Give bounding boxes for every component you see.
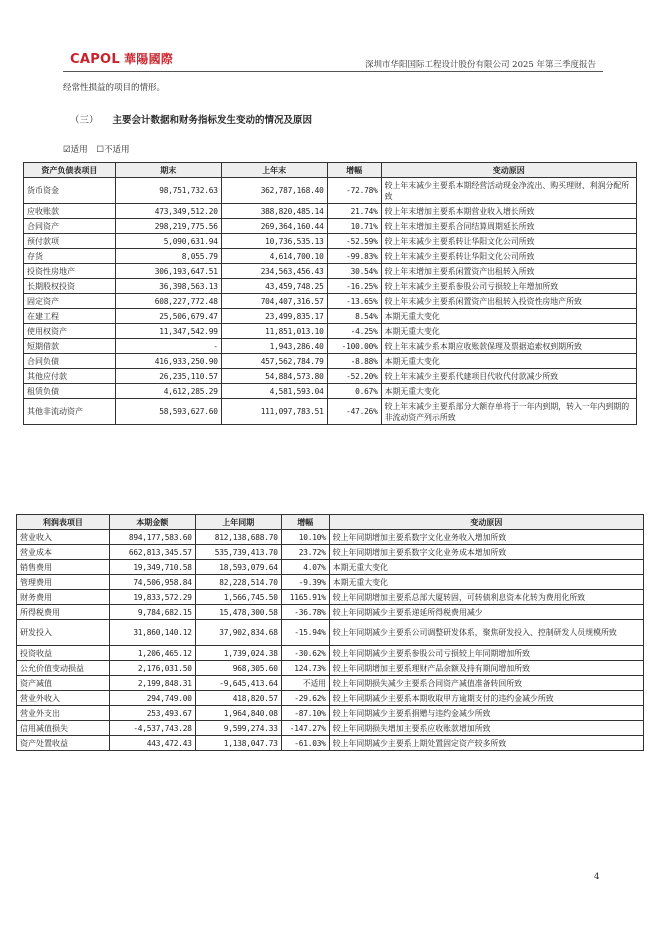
income-statement-table [16,514,644,751]
table-row [24,294,637,309]
table-row [17,590,644,605]
row-prior-value: 9,599,274.33 [195,721,281,736]
table-row [17,620,644,646]
row-change-reason: 较上年同期减少主要系上期处置固定资产较多所致 [329,736,643,751]
row-prior-value: 234,563,456.43 [221,264,327,279]
row-item-name: 合同负债 [24,354,116,369]
row-current-value: 298,219,775.56 [115,219,221,234]
row-prior-value: 23,499,835.17 [221,309,327,324]
row-prior-value: -9,645,413.64 [195,676,281,691]
table-row [24,309,637,324]
row-current-value: 58,593,627.60 [115,399,221,425]
row-item-name: 预付款项 [24,234,116,249]
row-current-value: 5,090,631.94 [115,234,221,249]
not-applicable-checkbox[interactable]: ☐不适用 [96,145,130,155]
table-row [24,339,637,354]
row-change-reason: 较上年同期减少主要系公司调整研发体系，聚焦研发投入、控制研发人员规模所致 [329,620,643,646]
row-change-percent: 8.54% [327,309,381,324]
row-item-name: 所得税费用 [17,605,110,620]
row-change-reason: 较上年同期减少主要系参股公司亏损较上年同期增加所致 [329,646,643,661]
row-item-name: 固定资产 [24,294,116,309]
row-current-value: 473,349,512.20 [115,204,221,219]
logo-chinese: 華陽國際 [123,52,174,66]
header-divider [63,71,603,72]
row-change-percent: -13.65% [327,294,381,309]
row-change-reason: 较上年同期减少主要系递延所得税费用减少 [329,605,643,620]
section-number: （三） [70,115,99,126]
table-row [24,324,637,339]
row-change-reason: 较上年末减少主要系转让华阳文化公司所致 [381,249,636,264]
row-item-name: 信用减值损失 [17,721,110,736]
column-header: 变动原因 [329,515,643,530]
row-item-name: 营业收入 [17,530,110,545]
row-current-value: 2,176,031.50 [109,661,195,676]
section-heading [70,112,312,126]
row-current-value: 1,206,465.12 [109,646,195,661]
row-item-name: 营业成本 [17,545,110,560]
row-change-reason: 较上年同期损失增加主要系应收账款增加所致 [329,721,643,736]
table-header-row [24,163,637,178]
table-row [17,530,644,545]
row-prior-value: 11,851,013.10 [221,324,327,339]
row-change-reason: 较上年末增加主要系本期营业收入增长所致 [381,204,636,219]
row-current-value: 4,612,285.29 [115,384,221,399]
row-change-reason: 较上年同期损失减少主要系合同资产减值准备转回所致 [329,676,643,691]
row-change-reason: 较上年末减少系本期应收账款保理及票据追索权到期所致 [381,339,636,354]
table-row [24,178,637,204]
column-header: 上年末 [221,163,327,178]
row-change-percent: -87.10% [281,706,329,721]
row-current-value: 662,813,345.57 [109,545,195,560]
row-current-value: 608,227,772.48 [115,294,221,309]
row-change-reason: 较上年末减少主要系部分大额存单将于一年内到期，转入一年内到期的非流动资产列示所致 [381,399,636,425]
row-change-percent: -16.25% [327,279,381,294]
row-prior-value: 82,228,514.70 [195,575,281,590]
row-change-percent: -52.59% [327,234,381,249]
row-prior-value: 704,407,316.57 [221,294,327,309]
row-change-percent: -52.20% [327,369,381,384]
intro-text: 经常性损益的项目的情形。 [63,83,166,93]
row-prior-value: 18,593,079.64 [195,560,281,575]
row-change-percent: 0.67% [327,384,381,399]
row-change-reason: 较上年末减少主要系代建项目代收代付款减少所致 [381,369,636,384]
row-prior-value: 15,478,300.58 [195,605,281,620]
row-change-reason: 本期无重大变化 [381,324,636,339]
row-change-percent: 21.74% [327,204,381,219]
row-current-value: 98,751,732.63 [115,178,221,204]
row-change-reason: 较上年末减少主要系闲置资产出租转入投资性房地产所致 [381,294,636,309]
table-row [24,354,637,369]
applicable-checkbox[interactable]: ☑适用 [63,145,88,155]
row-current-value: 294,749.00 [109,691,195,706]
table-row [17,560,644,575]
row-current-value: 11,347,542.99 [115,324,221,339]
row-prior-value: 1,739,024.38 [195,646,281,661]
column-header: 增幅 [281,515,329,530]
row-current-value: 443,472.43 [109,736,195,751]
row-item-name: 资产减值 [17,676,110,691]
row-current-value: 894,177,583.60 [109,530,195,545]
row-current-value: 25,506,679.47 [115,309,221,324]
column-header: 期末 [115,163,221,178]
row-prior-value: 4,614,700.10 [221,249,327,264]
row-prior-value: 535,739,413.70 [195,545,281,560]
row-change-percent: -8.88% [327,354,381,369]
row-change-reason: 较上年末减少主要系转让华阳文化公司所致 [381,234,636,249]
row-item-name: 租赁负债 [24,384,116,399]
row-change-percent: 124.73% [281,661,329,676]
row-item-name: 应收账款 [24,204,116,219]
row-prior-value: 54,884,573.80 [221,369,327,384]
row-change-percent: -30.62% [281,646,329,661]
column-header: 利润表项目 [17,515,110,530]
row-current-value: 74,506,958.84 [109,575,195,590]
row-change-percent: -47.26% [327,399,381,425]
row-item-name: 管理费用 [17,575,110,590]
table-row [24,249,637,264]
row-change-percent: -4.25% [327,324,381,339]
row-item-name: 财务费用 [17,590,110,605]
table-row [17,706,644,721]
row-change-percent: 4.07% [281,560,329,575]
column-header: 增幅 [327,163,381,178]
table-row [24,219,637,234]
row-change-reason: 本期无重大变化 [381,309,636,324]
row-change-reason: 本期无重大变化 [329,575,643,590]
table-row [24,204,637,219]
row-current-value: 416,933,250.90 [115,354,221,369]
row-change-percent: -36.78% [281,605,329,620]
row-change-percent: 10.10% [281,530,329,545]
row-current-value: 253,493.67 [109,706,195,721]
row-change-percent: -61.03% [281,736,329,751]
column-header: 上年同期 [195,515,281,530]
row-item-name: 货币资金 [24,178,116,204]
row-item-name: 合同资产 [24,219,116,234]
table-row [17,575,644,590]
column-header: 本期金额 [109,515,195,530]
row-item-name: 存货 [24,249,116,264]
row-item-name: 投资性房地产 [24,264,116,279]
row-change-percent: -29.62% [281,691,329,706]
row-item-name: 在建工程 [24,309,116,324]
row-prior-value: 362,787,168.40 [221,178,327,204]
row-prior-value: 10,736,535.13 [221,234,327,249]
table-row [17,691,644,706]
row-current-value: 19,349,710.58 [109,560,195,575]
balance-sheet-table [23,162,637,425]
row-current-value: - [115,339,221,354]
row-prior-value: 43,459,748.25 [221,279,327,294]
row-change-percent: -99.83% [327,249,381,264]
table-row [24,369,637,384]
table-row [24,384,637,399]
row-prior-value: 812,138,688.70 [195,530,281,545]
row-change-percent: -15.94% [281,620,329,646]
row-item-name: 其他非流动资产 [24,399,116,425]
row-current-value: 31,860,140.12 [109,620,195,646]
table-row [17,736,644,751]
row-prior-value: 968,305.60 [195,661,281,676]
row-prior-value: 111,097,783.51 [221,399,327,425]
row-change-reason: 较上年末减少主要系本期经营活动现金净流出、购买理财、利润分配所致 [381,178,636,204]
row-change-percent: -147.27% [281,721,329,736]
row-prior-value: 1,943,286.40 [221,339,327,354]
table-row [17,721,644,736]
row-item-name: 公允价值变动损益 [17,661,110,676]
row-change-reason: 较上年同期减少主要系捐赠与违约金减少所致 [329,706,643,721]
row-change-percent: 30.54% [327,264,381,279]
table-row [24,264,637,279]
row-prior-value: 269,364,160.44 [221,219,327,234]
row-change-reason: 较上年同期增加主要系总部大厦转固，可转债利息资本化转为费用化所致 [329,590,643,605]
row-change-percent: 1165.91% [281,590,329,605]
section-title: 主要会计数据和财务指标发生变动的情况及原因 [112,115,313,126]
column-header: 变动原因 [381,163,636,178]
applicability-checkboxes [63,143,135,155]
page-number: 4 [594,872,600,882]
row-current-value: 36,398,563.13 [115,279,221,294]
row-item-name: 资产处置收益 [17,736,110,751]
company-logo [70,50,173,67]
row-item-name: 销售费用 [17,560,110,575]
row-prior-value: 4,581,593.04 [221,384,327,399]
row-change-percent: -100.00% [327,339,381,354]
row-change-reason: 较上年同期增加主要系数字文化业务成本增加所致 [329,545,643,560]
row-change-reason: 本期无重大变化 [329,560,643,575]
table-row [17,661,644,676]
row-current-value: 2,199,848.31 [109,676,195,691]
row-current-value: -4,537,743.28 [109,721,195,736]
row-item-name: 长期股权投资 [24,279,116,294]
row-prior-value: 1,566,745.50 [195,590,281,605]
row-prior-value: 418,820.57 [195,691,281,706]
row-prior-value: 457,562,784.79 [221,354,327,369]
row-change-reason: 本期无重大变化 [381,354,636,369]
row-current-value: 19,833,572.29 [109,590,195,605]
row-prior-value: 388,820,485.14 [221,204,327,219]
row-change-reason: 较上年同期增加主要系数字文化业务收入增加所致 [329,530,643,545]
report-header-title: 深圳市华阳国际工程设计股份有限公司 2025 年第三季度报告 [364,60,596,70]
table-row [17,646,644,661]
row-current-value: 26,235,110.57 [115,369,221,384]
table-row [24,399,637,425]
table-row [24,279,637,294]
table-header-row [17,515,644,530]
row-change-reason: 本期无重大变化 [381,384,636,399]
table-row [17,605,644,620]
row-item-name: 营业外收入 [17,691,110,706]
row-change-percent: -9.39% [281,575,329,590]
column-header: 资产负债表项目 [24,163,116,178]
table-row [17,676,644,691]
row-current-value: 9,784,682.15 [109,605,195,620]
row-item-name: 使用权资产 [24,324,116,339]
row-change-reason: 较上年末减少主要系参股公司亏损较上年增加所致 [381,279,636,294]
row-change-reason: 较上年同期减少主要系本期收取甲方逾期支付的违约金减少所致 [329,691,643,706]
row-prior-value: 1,964,840.08 [195,706,281,721]
table-row [24,234,637,249]
row-item-name: 其他应付款 [24,369,116,384]
row-change-reason: 较上年同期增加主要系理财产品余额及持有期间增加所致 [329,661,643,676]
row-change-percent: 10.71% [327,219,381,234]
table-row [17,545,644,560]
row-current-value: 8,055.79 [115,249,221,264]
row-prior-value: 1,138,047.73 [195,736,281,751]
row-prior-value: 37,902,834.68 [195,620,281,646]
row-change-percent: 23.72% [281,545,329,560]
row-change-reason: 较上年末增加主要系闲置资产出租转入所致 [381,264,636,279]
logo-english: CAPOL [70,52,120,67]
row-change-percent: -72.78% [327,178,381,204]
row-change-reason: 较上年末增加主要系合同结算周期延长所致 [381,219,636,234]
row-item-name: 投资收益 [17,646,110,661]
row-item-name: 短期借款 [24,339,116,354]
row-current-value: 306,193,647.51 [115,264,221,279]
row-change-percent: 不适用 [281,676,329,691]
row-item-name: 营业外支出 [17,706,110,721]
row-item-name: 研发投入 [17,620,110,646]
